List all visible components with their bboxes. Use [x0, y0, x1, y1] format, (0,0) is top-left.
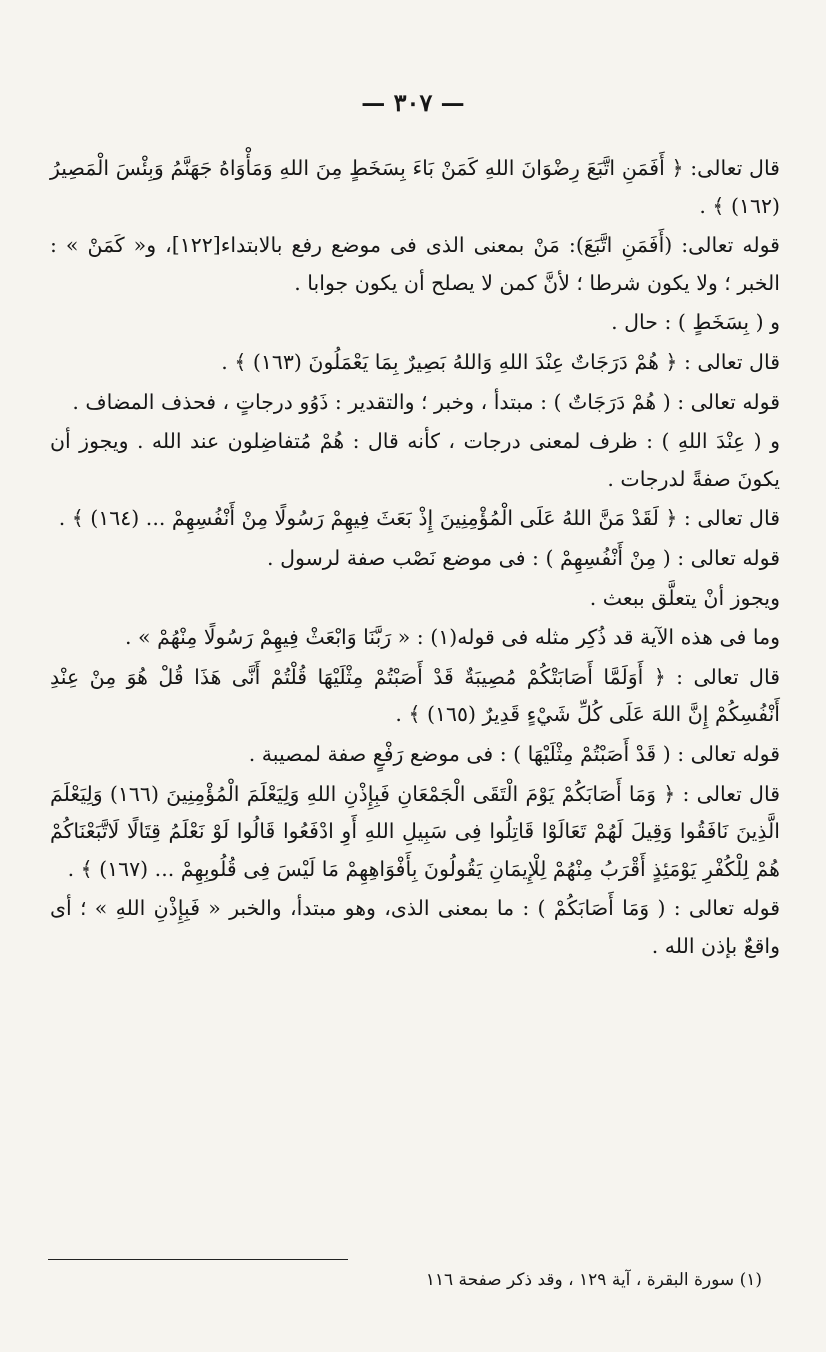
verse-165: قال تعالى : ﴿ أَوَلَمَّا أَصَابَتْكُمْ مُصِيبَةٌ قَدْ أَصَبْتُمْ مِثْلَيْهَا قُلْتُمْ أَنَّى هَذَا قُلْ هُوَ مِنْ عِنْدِ أَنْفُسِكُمْ إِنَّ اللهَ عَلَى كُلِّ شَيْءٍ قَدِيرٌ (١٦٥) ﴾ . — [50, 664, 780, 727]
commentary-hum-darajat: قوله تعالى : ( هُمْ دَرَجَاتٌ ) : مبتدأ ، وخبر ؛ والتقدير : ذَوُو درجاتٍ ، فحذف المضاف . — [72, 389, 780, 414]
footnote: (١) سورة البقرة ، آية ١٢٩ ، وقد ذكر صفحة ١١٦ — [425, 1270, 762, 1290]
commentary-yataallaq: ويجوز أنْ يتعلَّق ببعث . — [589, 585, 780, 610]
verse-162: قال تعالى: ﴿ أَفَمَنِ اتَّبَعَ رِضْوَانَ اللهِ كَمَنْ بَاءَ بِسَخَطٍ مِنَ اللهِ وَمَأْوَاهُ جَهَنَّمُ وَبِئْسَ الْمَصِيرُ (١٦٢) ﴾ . — [50, 156, 780, 218]
commentary-min-anfusihim: قوله تعالى : ( مِنْ أَنْفُسِهِمْ ) : فى موضع نَصْب صفة لرسول . — [267, 545, 780, 570]
verse-163: قال تعالى : ﴿ هُمْ دَرَجَاتٌ عِنْدَ اللهِ وَاللهُ بَصِيرٌ بِمَا يَعْمَلُونَ (١٦٣) ﴾ . — [221, 349, 780, 374]
commentary-afaman: قوله تعالى: (أَفَمَنِ اتَّبَعَ): مَنْ بمعنى الذى فى موضع رفع بالابتداء[١٢٢]، و« كَمَنْ » : الخبر ؛ ولا يكون شرطا ؛ لأنَّ كمن لا يصلح أن يكون جوابا . — [50, 233, 780, 295]
page-body — [50, 150, 780, 967]
verse-164: قال تعالى : ﴿ لَقَدْ مَنَّ اللهُ عَلَى الْمُؤْمِنِينَ إِذْ بَعَثَ فِيهِمْ رَسُولًا مِنْ أَنْفُسِهِمْ ... (١٦٤) ﴾ . — [58, 506, 780, 531]
page-number: — ٣٠٧ — — [361, 88, 465, 117]
commentary-wama-asabakum: قوله تعالى : ( وَمَا أَصَابَكُمْ ) : ما بمعنى الذى، وهو مبتدأ، والخبر « فَبِإِذْنِ اللهِ » ؛ أى واقعٌ بإذن الله . — [50, 896, 780, 958]
commentary-inda-allah: و ( عِنْدَ اللهِ ) : ظرف لمعنى درجات ، كأنه قال : هُمْ مُتفاضِلون عند الله . ويجوز أن يكونَ صفةً لدرجات . — [50, 429, 780, 491]
verses-166-167: قال تعالى : ﴿ وَمَا أَصَابَكُمْ يَوْمَ الْتَقَى الْجَمْعَانِ فَبِإِذْنِ اللهِ وَلِيَعْلَمَ الْمُؤْمِنِينَ (١٦٦) وَلِيَعْلَمَ الَّذِينَ نَافَقُوا وَقِيلَ لَهُمْ تَعَالَوْا قَاتِلُوا فِى سَبِيلِ اللهِ أَوِ ادْفَعُوا قَالُوا لَوْ نَعْلَمُ قِتَالًا لَاتَّبَعْنَاكُمْ هُمْ لِلْكُفْرِ يَوْمَئِذٍ أَقْرَبُ مِنْهُمْ لِلْإِيمَانِ يَقُولُونَ بِأَفْوَاهِهِمْ مَا لَيْسَ فِى قُلُوبِهِمْ ... (١٦٧) ﴾ . — [50, 781, 780, 881]
commentary-cross-reference: وما فى هذه الآية قد ذُكِر مثله فى قوله(١) : « رَبَّنَا وَابْعَثْ فِيهِمْ رَسُولًا مِنْهُمْ » . — [125, 625, 780, 650]
footnote-divider — [48, 1259, 348, 1260]
commentary-asabtum: قوله تعالى : ( قَدْ أَصَبْتُمْ مِثْلَيْهَا ) : فى موضع رَفْعٍ صفة لمصيبة . — [248, 741, 780, 766]
commentary-bisakhat: و ( بِسَخَطٍ ) : حال . — [611, 310, 780, 335]
